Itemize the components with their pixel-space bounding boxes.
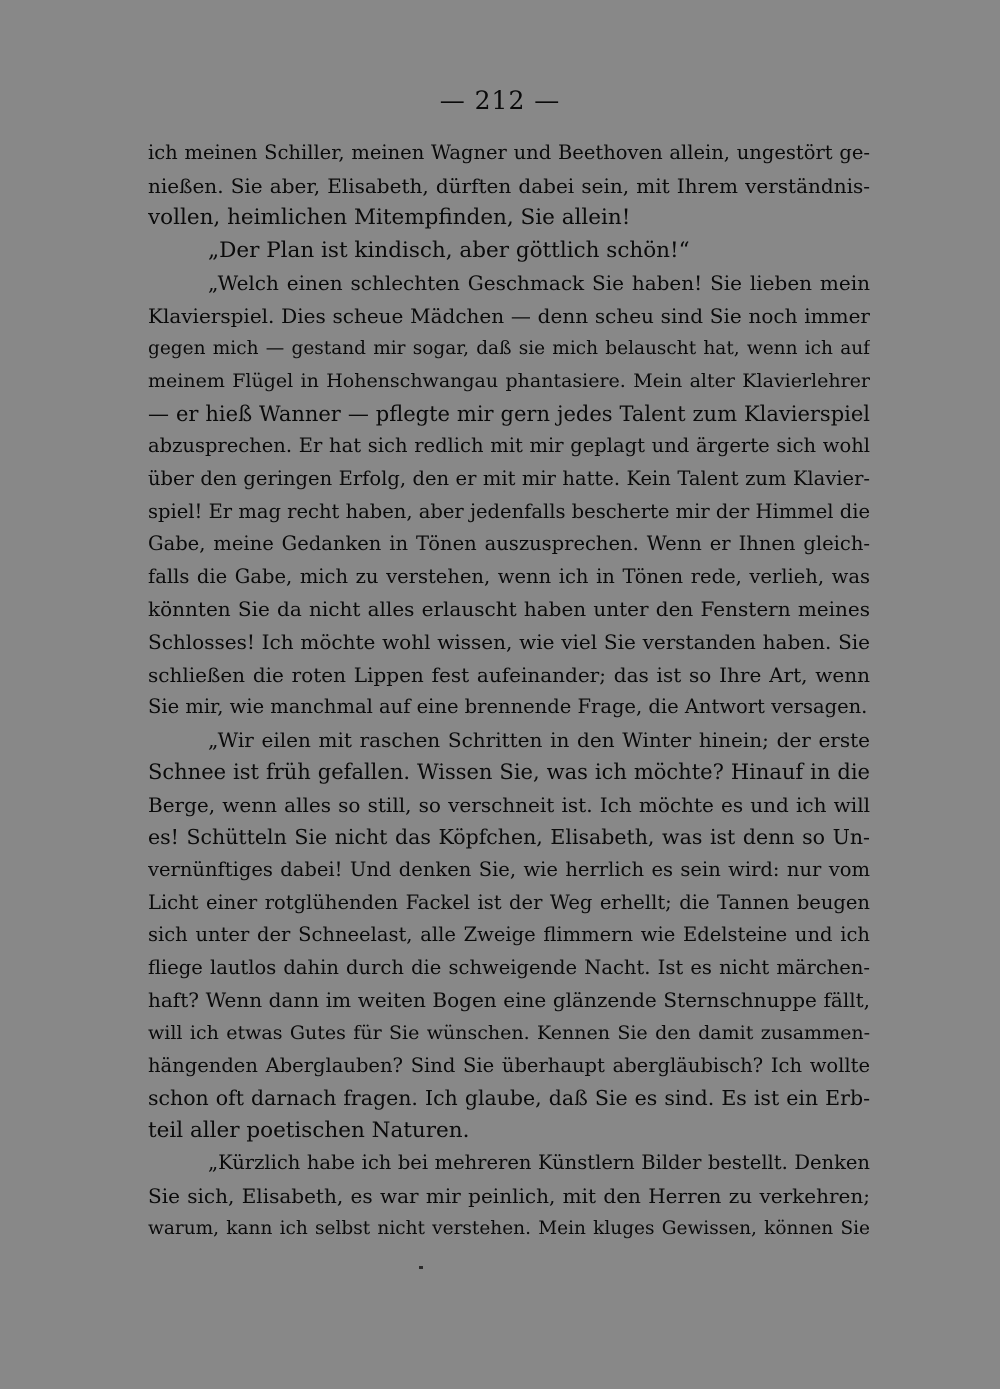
text-line: ich meinen Schiller, meinen Wagner und Beethoven allein, ungestört ge- xyxy=(148,141,870,164)
text-line: „Kürzlich habe ich bei mehreren Künstlern Bilder bestellt. Denken xyxy=(208,1151,870,1175)
text-line: warum, kann ich selbst nicht verstehen. Mein kluges Gewissen, können Sie xyxy=(148,1217,870,1239)
text-line: Klavierspiel. Dies scheue Mädchen — denn scheu sind Sie noch immer xyxy=(148,303,870,328)
text-line: Gabe, meine Gedanken in Tönen auszusprechen. Wenn er Ihnen gleich- xyxy=(148,532,870,556)
text-line: vollen, heimlichen Mitempfinden, Sie allein! xyxy=(148,205,631,231)
text-line: teil aller poetischen Naturen. xyxy=(148,1117,470,1143)
text-line: — er hieß Wanner — pflegte mir gern jedes Talent zum Klavierspiel xyxy=(148,401,870,426)
text-line: Sie mir, wie manchmal auf eine brennende Frage, die Antwort versagen. xyxy=(148,695,868,719)
text-line: gegen mich — gestand mir sogar, daß sie mich belauscht hat, wenn ich auf xyxy=(148,337,870,359)
text-line: falls die Gabe, mich zu verstehen, wenn ich in Tönen rede, verlieh, was xyxy=(148,564,870,588)
text-line: Sie sich, Elisabeth, es war mir peinlich, mit den Herren zu verkehren; xyxy=(148,1184,870,1208)
text-line: hängenden Aberglauben? Sind Sie überhaupt abergläubisch? Ich wollte xyxy=(148,1053,870,1077)
text-line: fliege lautlos dahin durch die schweigende Nacht. Ist es nicht märchen- xyxy=(148,955,870,979)
text-line: es! Schütteln Sie nicht das Köpfchen, Elisabeth, was ist denn so Un- xyxy=(148,825,870,850)
text-line: „Der Plan ist kindisch, aber göttlich schön!“ xyxy=(208,237,690,263)
page-number: — 212 — xyxy=(439,86,561,115)
text-line: meinem Flügel in Hohenschwangau phantasiere. Mein alter Klavierlehrer xyxy=(148,370,870,393)
text-line: abzusprechen. Er hat sich redlich mit mir geplagt und ärgerte sich wohl xyxy=(148,434,870,458)
text-line: schon oft darnach fragen. Ich glaube, daß Sie es sind. Es ist ein Erb- xyxy=(148,1086,870,1111)
text-line: „Welch einen schlechten Geschmack Sie haben! Sie lieben mein xyxy=(208,271,870,296)
text-line: über den geringen Erfolg, den er mit mir hatte. Kein Talent zum Klavier- xyxy=(148,466,870,490)
text-line: Licht einer rotglühenden Fackel ist der Weg erhellt; die Tannen beugen xyxy=(148,890,870,914)
text-line: spiel! Er mag recht haben, aber jedenfalls bescherte mir der Himmel die xyxy=(148,499,870,523)
text-line: schließen die roten Lippen fest aufeinander; das ist so Ihre Art, wenn xyxy=(148,662,870,687)
printer-mark xyxy=(419,1266,423,1269)
text-line: nießen. Sie aber, Elisabeth, dürften dabei sein, mit Ihrem verständnis- xyxy=(148,173,870,198)
text-line: sich unter der Schneelast, alle Zweige flimmern wie Edelsteine und ich xyxy=(148,923,870,947)
text-line: Schnee ist früh gefallen. Wissen Sie, was ich möchte? Hinauf in die xyxy=(148,760,870,785)
text-line: haft? Wenn dann im weiten Bogen eine glänzende Sternschnuppe fällt, xyxy=(148,988,870,1013)
text-line: vernünftiges dabei! Und denken Sie, wie herrlich es sein wird: nur vom xyxy=(148,858,870,882)
text-body xyxy=(148,137,870,1245)
text-line: „Wir eilen mit raschen Schritten in den Winter hinein; der erste xyxy=(208,727,870,752)
text-line: Berge, wenn alles so still, so verschneit ist. Ich möchte es und ich will xyxy=(148,792,870,817)
text-line: Schlosses! Ich möchte wohl wissen, wie viel Sie verstanden haben. Sie xyxy=(148,629,870,654)
text-line: will ich etwas Gutes für Sie wünschen. Kennen Sie den damit zusammen- xyxy=(148,1022,870,1045)
text-line: könnten Sie da nicht alles erlauscht haben unter den Fenstern meines xyxy=(148,597,870,622)
